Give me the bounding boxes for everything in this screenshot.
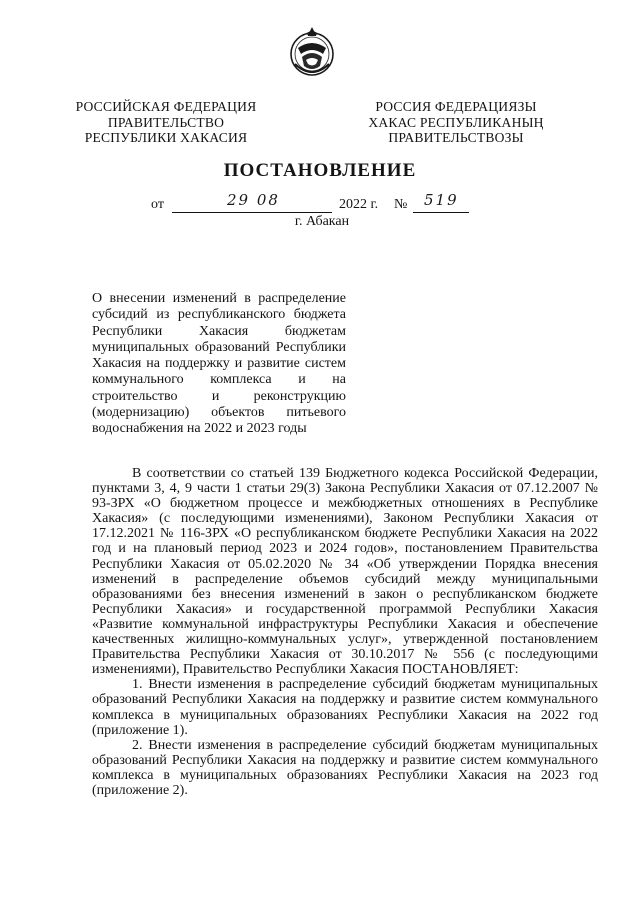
- header-left: [56, 99, 276, 146]
- header-left-line-2: ПРАВИТЕЛЬСТВО: [107, 114, 225, 130]
- subject-block: [92, 291, 346, 438]
- subject-line: Республики Хакасия бюджетам: [92, 323, 346, 339]
- subject-line: строительство и реконструкцию: [92, 388, 346, 404]
- document-title: ПОСТАНОВЛЕНИЕ: [223, 160, 417, 181]
- city-label: г. Абакан: [294, 214, 350, 229]
- header-left-line-3: РЕСПУБЛИКИ ХАКАСИЯ: [84, 130, 248, 145]
- number-underline: [413, 212, 469, 213]
- body-paragraph-preamble: В соответствии со статьей 139 Бюджетного кодекса Российской Федерации, пунктами 3, 4, 9 части 1 статьи 29(3) Закона Республики Хакасия от 07.12.2007 № 93-ЗРХ «О бюджетном процессе и межбюджетных отношениях в Республике Хакасия» (с последующими изменениями), Законом Республики Хакасия от 17.12.2021 № 116-ЗРХ «О республиканском бюджете Республики Хакасия на 2022 год и на плановый период 2023 и 2024 годов», постановлением Правительства Республики Хакасия от 05.02.2020 № 34 «Об утверждении Порядка внесения изменений в распределение объемов субсидий между муниципальными образованиями без внесения изменений в закон о республиканском бюджете Республики Хакасия» и государственной программой Республики Хакасия «Развитие коммунальной инфраструктуры Республики Хакасия и обеспечение качественных жилищно-коммунальных услуг», утвержденной постановлением Правительства Республики Хакасия от 30.10.2017 № 556 (с последующими изменениями), Правительство Республики Хакасия ПОСТАНОВЛЯЕТ:: [92, 466, 598, 678]
- subject-line: О внесении изменений в распределение: [92, 291, 346, 306]
- subject-line: коммунального комплекса и на: [92, 372, 346, 388]
- header-right-line-1: РОССИЯ ФЕДЕРАЦИЯЗЫ: [375, 99, 537, 114]
- body-item-2: 2. Внести изменения в распределение субсидий бюджетам муниципальных образований Республики Хакасия на поддержку и развитие систем коммунального комплекса в муниципальных образованиях Республики Хакасия на 2023 год (приложение 2).: [92, 737, 598, 798]
- date-handwritten: 29 08: [227, 191, 280, 209]
- subject-line: муниципальных образований Республики: [92, 339, 346, 355]
- header-right: [346, 99, 566, 146]
- subject-line: водоснабжения на 2022 и 2023 годы: [92, 421, 307, 437]
- number-prefix: №: [394, 197, 408, 212]
- header-left-line-1: РОССИЙСКАЯ ФЕДЕРАЦИЯ: [75, 99, 257, 114]
- body-text: [92, 466, 598, 798]
- date-prefix: от: [151, 197, 164, 212]
- header-right-line-3: ПРАВИТЕЛЬСТВОЗЫ: [388, 130, 524, 145]
- subject-line: (модернизацию) объектов питьевого: [92, 405, 346, 421]
- header-right-line-2: ХАКАС РЕСПУБЛИКАНЫҢ: [368, 114, 544, 130]
- subject-line: субсидий из республиканского бюджета: [92, 307, 346, 323]
- body-item-1: 1. Внести изменения в распределение субсидий бюджетам муниципальных образований Республики Хакасия на поддержку и развитие систем коммунального комплекса в муниципальных образованиях Республики Хакасия на 2022 год (приложение 1).: [92, 677, 598, 738]
- date-underline: [172, 212, 332, 213]
- coat-of-arms-icon: [287, 24, 337, 80]
- year-text: 2022 г.: [339, 197, 379, 212]
- number-handwritten: 519: [424, 191, 459, 209]
- subject-line: Хакасия на поддержку и развитие систем: [92, 356, 346, 372]
